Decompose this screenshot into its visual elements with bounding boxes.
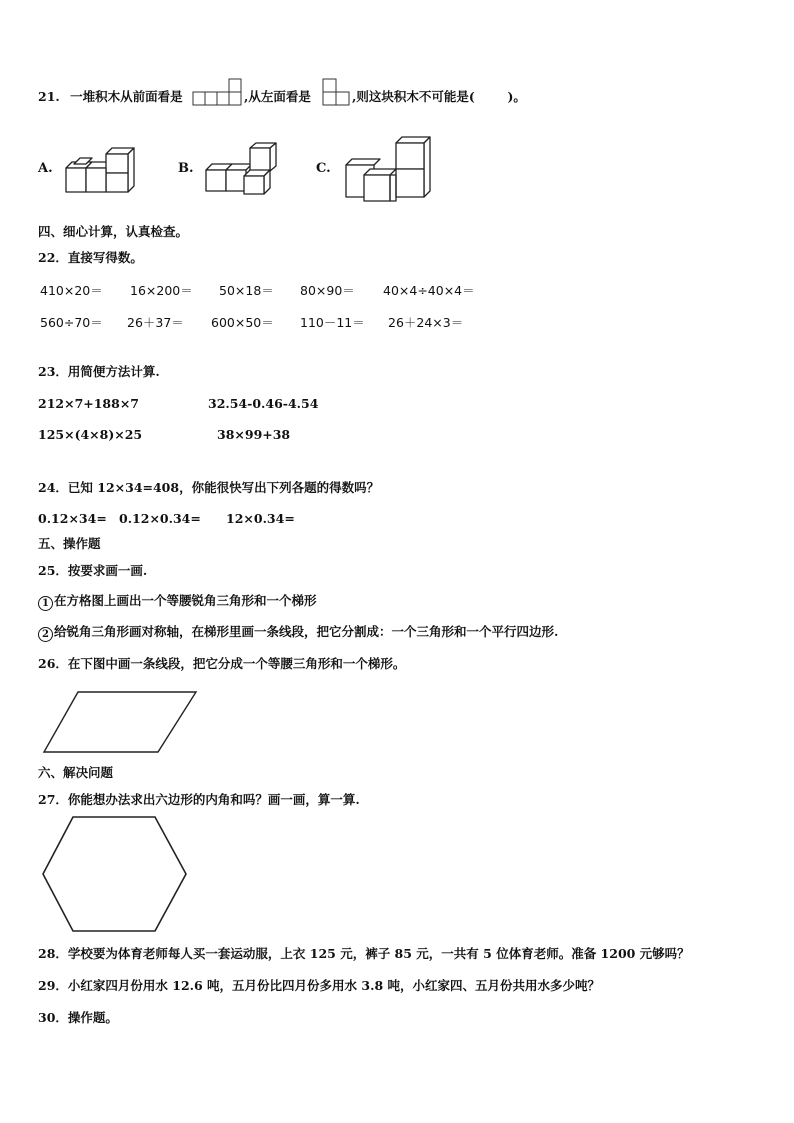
q24-item: 0.12×34= [38, 511, 107, 526]
circled-number-1: 1 [38, 596, 53, 611]
q22-item: 26＋37＝ [127, 315, 184, 330]
option-a-label[interactable]: A. [38, 161, 53, 176]
q22-item: 50×18＝ [219, 283, 274, 298]
q26-title: 26．在下图中画一条线段，把它分成一个等腰三角形和一个梯形。 [38, 656, 406, 671]
q24-item: 12×0.34= [226, 511, 295, 526]
q23-title: 23．用简便方法计算. [38, 364, 160, 379]
q27-title: 27．你能想办法求出六边形的内角和吗？画一画，算一算. [38, 792, 360, 807]
q23-item: 212×7+188×7 [38, 396, 140, 411]
q22-item: 110－11＝ [300, 315, 365, 330]
option-a-blocks[interactable] [64, 146, 140, 196]
q23-item: 125×(4×8)×25 [38, 427, 143, 442]
parallelogram-figure[interactable] [40, 690, 200, 754]
q22-item: 26＋24×3＝ [388, 315, 464, 330]
section-6-heading: 六、解决问题 [38, 765, 114, 780]
q25-item-2-text: 给锐角三角形画对称轴，在梯形里画一条线段，把它分割成：一个三角形和一个平行四边形. [54, 624, 559, 639]
q25-item-1-text: 在方格图上画出一个等腰锐角三角形和一个梯形 [54, 593, 317, 608]
q29-title: 29．小红家四月份用水 12.6 吨，五月份比四月份多用水 3.8 吨，小红家四、五月份共用水多少吨？ [38, 978, 600, 993]
q21-text-a: 一堆积木从前面看是 [70, 89, 183, 104]
q21-text-c-line [352, 89, 526, 105]
q22-item: 600×50＝ [211, 315, 274, 330]
q24-title: 24．已知 12×34=408，你能很快写出下列各题的得数吗？ [38, 480, 380, 495]
q21-text-c: ,则这块积木不可能是( [352, 89, 475, 104]
q22-item: 16×200＝ [130, 283, 193, 298]
option-c-label[interactable]: C. [316, 161, 331, 176]
q25-title: 25．按要求画一画. [38, 563, 148, 578]
q21-text-d: )。 [507, 89, 526, 104]
q23-item: 38×99+38 [217, 427, 291, 442]
q21-number: 21. [38, 89, 60, 104]
q22-item: 560÷70＝ [40, 315, 103, 330]
hexagon-figure[interactable] [40, 815, 190, 933]
section-4-heading: 四、细心计算，认真检查。 [38, 224, 189, 239]
q22-title: 22．直接写得数。 [38, 250, 143, 265]
q25-item-2 [38, 624, 558, 642]
q22-item: 410×20＝ [40, 283, 103, 298]
circled-number-2: 2 [38, 627, 53, 642]
q25-item-1 [38, 593, 317, 611]
q30-title: 30．操作题。 [38, 1010, 118, 1025]
q22-item: 40×4÷40×4＝ [383, 283, 475, 298]
option-c-blocks[interactable] [344, 135, 434, 203]
q28-title: 28．学校要为体育老师每人买一套运动服，上衣 125 元，裤子 85 元，一共有 5 位体育老师。准备 1200 元够吗？ [38, 946, 690, 961]
left-view-figure [322, 79, 352, 107]
q22-item: 80×90＝ [300, 283, 355, 298]
front-view-figure [192, 79, 244, 107]
option-b-label[interactable]: B. [178, 161, 194, 176]
section-5-heading: 五、操作题 [38, 536, 101, 551]
q24-item: 0.12×0.34= [119, 511, 201, 526]
option-b-blocks[interactable] [204, 142, 280, 196]
q21-line [38, 89, 183, 105]
q23-item: 32.54-0.46-4.54 [208, 396, 319, 411]
q21-text-b: ,从左面看是 [244, 89, 311, 104]
